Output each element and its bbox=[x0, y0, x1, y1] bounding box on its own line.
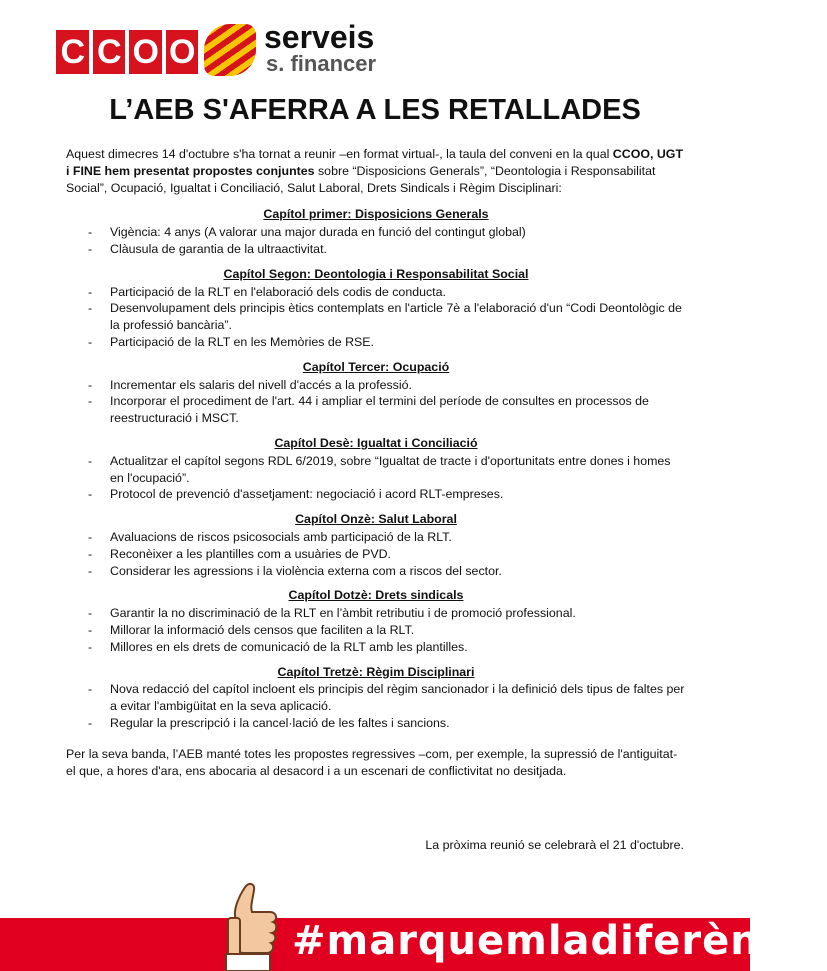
chapter-items bbox=[66, 605, 686, 655]
brand-serveis: serveis bbox=[264, 19, 375, 55]
catalan-flag-icon bbox=[204, 24, 256, 76]
list-item: - Garantir la no discriminació de la RLT en l’àmbit retributiu i de promoció professional. bbox=[66, 605, 686, 622]
logo-letter: C bbox=[56, 30, 89, 74]
list-item: - Millorar la informació dels censos que faciliten a la RLT. bbox=[66, 622, 686, 639]
intro-bold-text: CCOO, UGT i FINE hem presentat propostes conjuntes bbox=[66, 147, 684, 178]
chapter-items bbox=[66, 377, 686, 427]
thumbs-up-icon bbox=[222, 880, 280, 971]
next-meeting-note: La pròxima reunió se celebrarà el 21 d'octubre. bbox=[425, 838, 684, 852]
outro-paragraph: Per la seva banda, l’AEB manté totes les propostes regressives –com, per exemple, la supressió de l'antiguitat- el que, a hores d'ara, ens abocaria al desacord i a un escenari de conflictivitat no desitjada. bbox=[66, 746, 678, 778]
logo-letter: O bbox=[129, 30, 162, 74]
list-item: - Regular la prescripció i la cancel·lació de les faltes i sancions. bbox=[66, 715, 686, 732]
chapter-section bbox=[66, 587, 686, 655]
intro-paragraph bbox=[66, 146, 686, 196]
list-item: - Millores en els drets de comunicació de la RLT amb les plantilles. bbox=[66, 639, 686, 656]
list-item: - Actualitzar el capítol segons RDL 6/2019, sobre “Igualtat de tracte i d'oportunitats entre dones i homes en l'ocupació”. bbox=[66, 453, 686, 487]
list-item: - Participació de la RLT en l'elaboració dels codis de conducta. bbox=[66, 284, 686, 301]
list-item: - Avaluacions de riscos psicosocials amb participació de la RLT. bbox=[66, 529, 686, 546]
chapter-items bbox=[66, 224, 686, 258]
chapter-section bbox=[66, 359, 686, 427]
chapter-section bbox=[66, 206, 686, 257]
hashtag: #marquemladiferència bbox=[292, 918, 827, 964]
chapter-section bbox=[66, 511, 686, 579]
chapter-title: Capítol primer: Disposicions Generals bbox=[263, 207, 489, 222]
chapter-section bbox=[66, 435, 686, 503]
chapter-section bbox=[66, 664, 686, 732]
page-title: L’AEB S'AFERRA A LES RETALLADES bbox=[109, 94, 641, 126]
chapter-title: Capítol Tretzè: Règim Disciplinari bbox=[277, 664, 475, 679]
list-item: - Participació de la RLT en les Memòries de RSE. bbox=[66, 334, 686, 351]
sections-list bbox=[66, 206, 686, 731]
chapter-items bbox=[66, 284, 686, 351]
chapter-title: Capítol Desè: Igualtat i Conciliació bbox=[274, 435, 478, 450]
document-body bbox=[66, 146, 686, 779]
chapter-title: Capítol Tercer: Ocupació bbox=[302, 359, 450, 374]
list-item: - Protocol de prevenció d'assetjament: negociació i acord RLT-empreses. bbox=[66, 486, 686, 503]
list-item: - Vigència: 4 anys (A valorar una major durada en funció del contingut global) bbox=[66, 224, 686, 241]
chapter-title: Capítol Onzè: Salut Laboral bbox=[295, 512, 457, 527]
list-item: - Incrementar els salaris del nivell d'accés a la professió. bbox=[66, 377, 686, 394]
brand-financer: s. financer bbox=[266, 51, 377, 76]
list-item: - Reconèixer a les plantilles com a usuàries de PVD. bbox=[66, 546, 686, 563]
list-item: - Considerar les agressions i la violència externa com a riscos del sector. bbox=[66, 563, 686, 580]
logo-letter: C bbox=[93, 30, 126, 74]
chapter-section bbox=[66, 266, 686, 351]
ccoo-logo bbox=[56, 30, 198, 74]
chapter-items bbox=[66, 681, 686, 731]
list-item: - Nova redacció del capítol incloent els principis del règim sancionador i la definició dels tipus de faltes per a evitar l'ambigüitat en la seva aplicació. bbox=[66, 681, 686, 715]
intro-text: Aquest dimecres 14 d'octubre s'ha tornat a reunir –en format virtual-, la taula del conveni en la qual bbox=[66, 147, 613, 161]
chapter-title: Capítol Segon: Deontologia i Responsabilitat Social bbox=[223, 266, 529, 281]
intro-text-end: sobre “Disposicions Generals”, “Deontologia i Responsabilitat Social”, Ocupació, Igualtat i Conciliació, Salut Laboral, Drets Sindicals i Règim Disciplinari: bbox=[66, 163, 656, 195]
list-item: - Clàusula de garantia de la ultraactivitat. bbox=[66, 241, 686, 258]
header bbox=[56, 20, 416, 76]
list-item: - Incorporar el procediment de l'art. 44 i ampliar el termini del període de consultes en processos de reestructuració i MSCT. bbox=[66, 393, 686, 427]
logo-letter: O bbox=[166, 30, 199, 74]
list-item: - Desenvolupament dels principis ètics contemplats en l'article 7è a l'elaboració d'un “Codi Deontològic de la professió bancària”. bbox=[66, 300, 686, 334]
chapter-items bbox=[66, 453, 686, 503]
chapter-items bbox=[66, 529, 686, 579]
chapter-title: Capítol Dotzè: Drets sindicals bbox=[288, 588, 464, 603]
